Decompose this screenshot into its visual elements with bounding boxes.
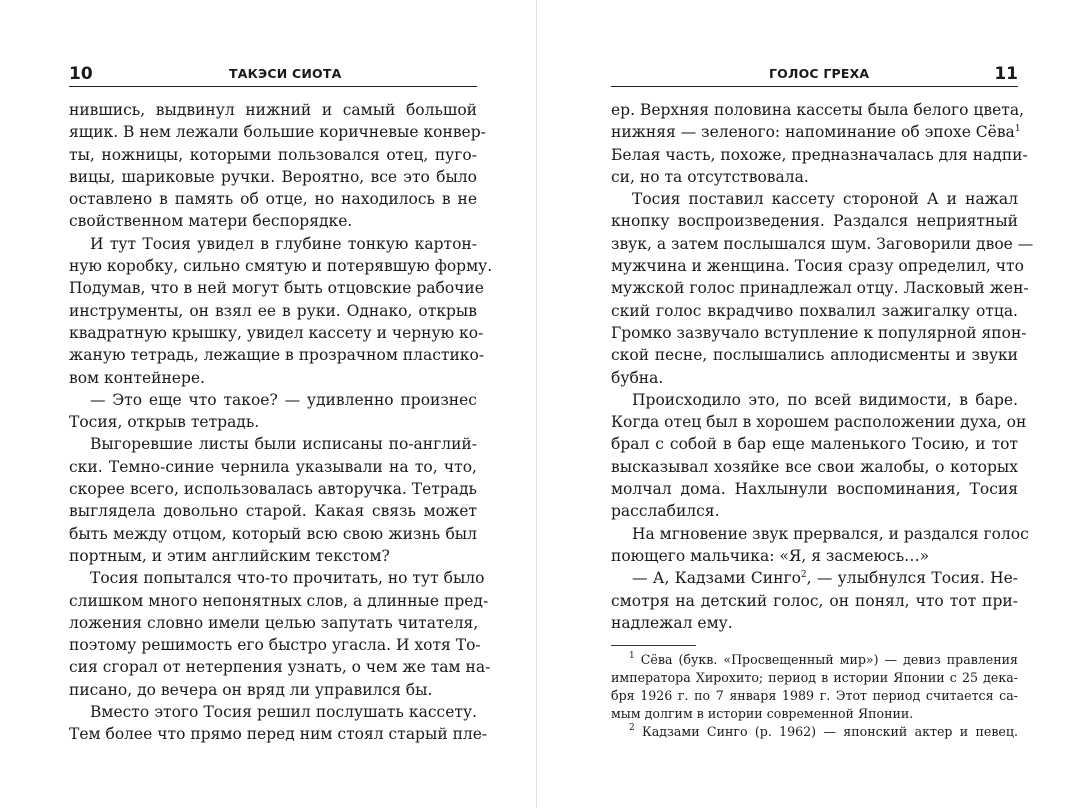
line-text: ски. Темно-синие чернила указывали на то, что, (69, 457, 477, 476)
line-text: Тосия попытался что-то прочитать, но тут было (90, 569, 485, 588)
text-line (611, 433, 1018, 455)
text-line (611, 367, 1018, 389)
text-line (611, 545, 1018, 567)
line-text: Сёва (букв. «Просвещенный мир») — девиз правления (640, 652, 1018, 667)
line-text: — А, Кадзами Синго (632, 569, 801, 588)
text-line (611, 99, 1025, 121)
text-line (69, 322, 484, 344)
text-line (611, 144, 1028, 166)
text-line (611, 500, 1018, 522)
running-title: ТАКЭСИ СИОТА (229, 66, 342, 81)
footnote-number: 1 (629, 651, 635, 661)
line-text-tail: , — улыбнулся Тосия. Не- (806, 569, 1018, 588)
footnote-line (611, 705, 1018, 723)
text-line (69, 478, 477, 500)
footnote-line (611, 651, 1018, 669)
line-text: нившись, выдвинул нижний и самый большой (69, 101, 477, 119)
text-line (69, 456, 477, 478)
line-text: молчал дома. Нахлынули воспоминания, Тосия (611, 480, 1018, 499)
line-text: вом контейнере. (69, 368, 205, 387)
line-text: сия сгорал от нетерпения узнать, о чем же там на- (69, 658, 491, 677)
text-line (69, 144, 477, 166)
text-line (611, 322, 1027, 344)
line-text: Выгоревшие листы были исписаны по-англий- (90, 435, 477, 454)
line-text: Кадзами Синго (р. 1962) — японский актер и певец. (642, 724, 1018, 740)
line-text: надлежал ему. (611, 613, 733, 632)
footnote-reference: 1 (1014, 124, 1021, 135)
line-text: — Это еще что такое? — удивленно произнес (90, 390, 477, 409)
line-text: свойственном матери беспорядке. (69, 212, 353, 231)
text-line (611, 344, 1018, 366)
line-text: мым долгим в истории современной Японии. (611, 706, 914, 722)
text-line (611, 567, 1018, 589)
text-line (611, 478, 1018, 500)
text-line (69, 679, 477, 701)
line-text: нижняя — зеленого: напоминание об эпохе Сёва (611, 123, 1015, 142)
text-line (611, 590, 1018, 612)
line-text: Вместо этого Тосия решил послушать кассету. (90, 703, 477, 722)
text-line (69, 723, 488, 745)
text-line (69, 545, 477, 567)
line-text: портным, и этим английским текстом? (69, 546, 390, 565)
line-text: квадратную крышку, увидел кассету и черную ко- (69, 323, 484, 342)
line-text: Белая часть, похоже, предназначалась для надпи- (611, 145, 1028, 164)
line-text: слишком много непонятных слов, а длинные пред- (69, 591, 489, 610)
text-line (69, 99, 477, 121)
line-text: инструменты, он взял ее в руки. Однако, открыв (69, 301, 477, 320)
page-number: 10 (69, 64, 93, 84)
footnote-line (611, 669, 1018, 687)
text-line (69, 433, 477, 455)
footnote-number: 2 (629, 723, 635, 734)
line-text: поющего мальчика: «Я, я засмеюсь…» (611, 546, 930, 565)
line-text: Тосия поставил кассету стороной А и нажал (632, 190, 1018, 209)
right-page-header (611, 64, 1018, 87)
text-line (611, 233, 1034, 255)
footnotes (611, 651, 1018, 741)
line-text: поэтому решимость его быстро угасла. И хотя То- (69, 636, 481, 655)
line-text: мужской голос принадлежал отцу. Ласковый жен- (611, 279, 1029, 298)
line-text: жаную тетрадь, лежащие в прозрачном пластико- (69, 346, 485, 365)
left-page-body (69, 99, 493, 746)
text-line (69, 210, 477, 232)
text-line (611, 166, 1018, 188)
line-text: быть между отцом, который всю свою жизнь был (69, 524, 477, 543)
line-text: кнопку воспроизведения. Раздался неприятный (611, 212, 1018, 231)
text-line (611, 300, 1018, 322)
line-text: бубна. (611, 368, 664, 387)
text-line (611, 612, 1018, 634)
footnote-divider (611, 645, 696, 646)
line-text: Происходило это, по всей видимости, в баре. (632, 390, 1018, 409)
line-text: И тут Тосия увидел в глубине тонкую картон- (90, 234, 477, 253)
text-line (69, 567, 485, 589)
text-line (611, 121, 1021, 143)
text-line (69, 188, 477, 210)
line-text: выглядела довольно старой. Какая связь может (69, 502, 477, 521)
text-line (69, 634, 481, 656)
text-line (611, 255, 1024, 277)
text-line (69, 367, 477, 389)
running-title: ГОЛОС ГРЕХА (769, 66, 870, 81)
line-text: ты, ножницы, которыми пользовался отец, пуго- (69, 145, 477, 164)
line-text: расслабился. (611, 502, 720, 521)
right-page-body (611, 99, 1034, 634)
left-page (0, 0, 536, 808)
text-line (611, 456, 1018, 478)
text-line (69, 656, 491, 678)
text-line (69, 411, 477, 433)
line-text: смотря на детский голос, он понял, что тот при- (611, 591, 1018, 610)
line-text: скорее всего, использовалась авторучка. Тетрадь (69, 480, 477, 499)
line-text: оставлено в память об отце, но находилось в не (69, 190, 477, 209)
line-text: ящик. В нем лежали большие коричневые конвер- (69, 123, 486, 142)
line-text: си, но та отсутствовала. (611, 167, 809, 186)
page-number: 11 (994, 64, 1018, 84)
text-line (69, 500, 477, 522)
line-text: ную коробку, сильно смятую и потерявшую форму. (69, 257, 493, 276)
line-text: звук, а затем послышался шум. Заговорили двое — (611, 234, 1034, 253)
line-text: Подумав, что в ней могут быть отцовские рабочие (69, 279, 484, 298)
text-line (611, 188, 1018, 210)
line-text: вицы, шариковые ручки. Вероятно, все это было (69, 167, 477, 186)
text-line (69, 233, 477, 255)
line-text: Громко зазвучало вступление к популярной япон- (611, 323, 1027, 342)
line-text: императора Хирохито; период в истории Японии с 25 дека- (611, 670, 1018, 686)
line-text: Тосия, открыв тетрадь. (69, 413, 260, 432)
text-line (69, 344, 485, 366)
line-text: Когда отец был в хорошем расположении духа, он (611, 413, 1027, 432)
text-line (69, 166, 477, 188)
text-line (69, 300, 477, 322)
text-line (69, 612, 477, 634)
text-line (69, 590, 489, 612)
footnote-reference: 2 (800, 570, 807, 581)
text-line (69, 121, 486, 143)
left-page-header (69, 64, 477, 87)
line-text: писано, до вечера он вряд ли управился бы. (69, 680, 433, 699)
text-line (69, 389, 477, 411)
text-line (611, 411, 1027, 433)
text-line (69, 523, 477, 545)
line-text: На мгновение звук прервался, и раздался голос (632, 524, 1029, 543)
text-line (69, 255, 493, 277)
line-text: бря 1926 г. по 7 января 1989 г. Этот период считается са- (611, 688, 1018, 704)
line-text: высказывал хозяйке все свои жалобы, о которых (611, 457, 1018, 476)
text-line (611, 277, 1029, 299)
text-line (611, 210, 1018, 232)
line-text: ский голос вкрадчиво похвалил зажигалку отца. (611, 301, 1018, 320)
line-text: мужчина и женщина. Тосия сразу определил, что (611, 257, 1024, 276)
line-text: брал с собой в бар еще маленького Тосию, и тот (611, 435, 1018, 454)
text-line (69, 277, 484, 299)
text-line (611, 389, 1018, 411)
text-line (611, 523, 1029, 545)
text-line (69, 701, 477, 723)
line-text: ер. Верхняя половина кассеты была белого цвета, (611, 101, 1025, 119)
footnote-line (611, 723, 1018, 741)
line-text: ложения словно имели целью запутать читателя, (69, 613, 479, 632)
line-text: Тем более что прямо перед ним стоял старый пле- (69, 725, 488, 744)
line-text: ской песне, послышались аплодисменты и звуки (611, 346, 1018, 365)
footnote-line (611, 687, 1018, 705)
